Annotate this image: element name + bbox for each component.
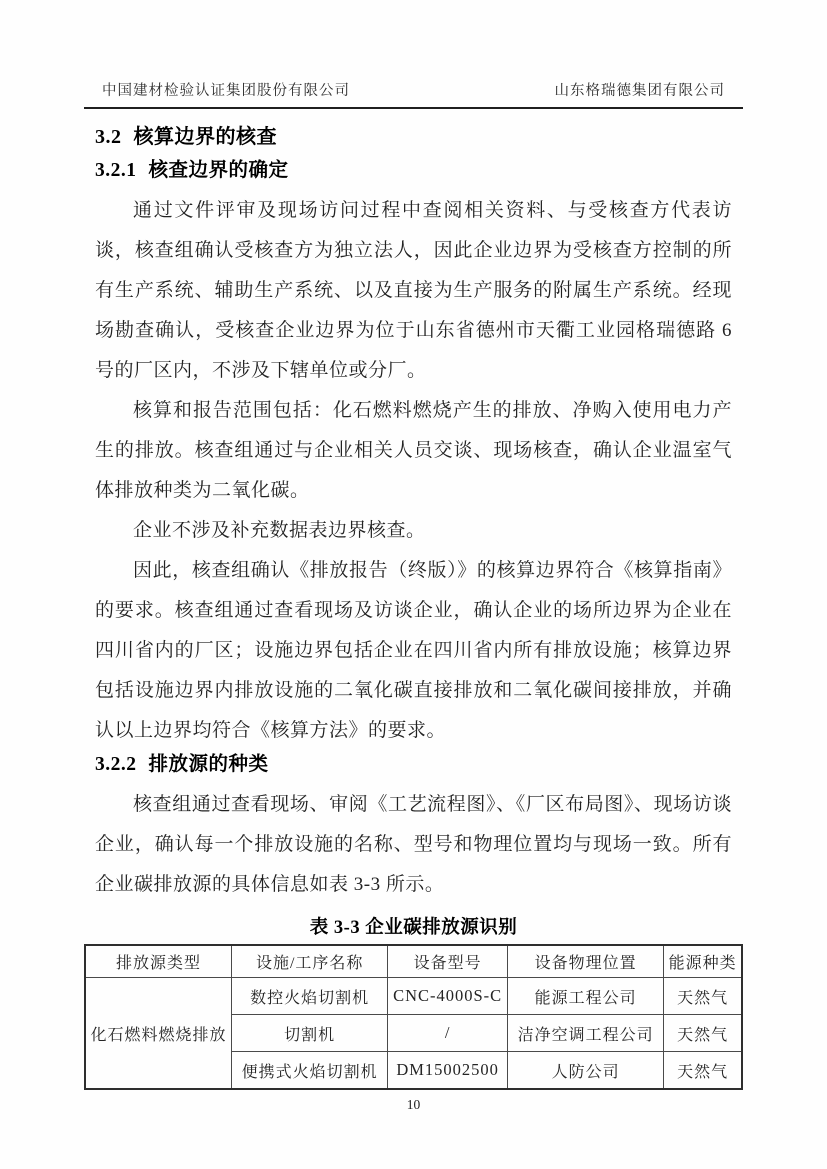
- column-header-source-type: 排放源类型: [85, 945, 232, 978]
- paragraph-boundary-confirmation: 通过文件评审及现场访问过程中查阅相关资料、与受核查方代表访谈，核查组确认受核查方为独立法人，因此企业边界为受核查方控制的所有生产系统、辅助生产系统、以及直接为生产服务的附属生产系统。经现场勘查确认，受核查企业边界为位于山东省德州市天衢工业园格瑞德路 6 号的厂区内，不涉及下辖单位或分厂。: [95, 200, 732, 381]
- cell-location: 洁净空调工程公司: [507, 1015, 663, 1052]
- section-number: 3.2.2: [95, 754, 137, 775]
- paragraph-supplementary-data: 企业不涉及补充数据表边界核查。: [133, 520, 426, 541]
- cell-location: 人防公司: [507, 1052, 663, 1090]
- cell-facility: 便携式火焰切割机: [232, 1052, 388, 1090]
- cell-energy: 天然气: [664, 978, 742, 1015]
- cell-facility: 数控火焰切割机: [232, 978, 388, 1015]
- cell-energy: 天然气: [664, 1052, 742, 1090]
- section-title: 排放源的种类: [148, 754, 269, 775]
- paragraph-emission-sources: 核查组通过查看现场、审阅《工艺流程图》、《厂区布局图》、现场访谈企业，确认每一个排放设施的名称、型号和物理位置均与现场一致。所有企业碳排放源的具体信息如表 3-3 所示。: [95, 794, 732, 895]
- section-title: 核查边界的确定: [148, 160, 289, 181]
- column-header-energy-type: 能源种类: [664, 945, 742, 978]
- cell-facility: 切割机: [232, 1015, 388, 1052]
- header-left-company: 中国建材检验认证集团股份有限公司: [102, 83, 350, 99]
- section-heading-3-2-2: [95, 751, 732, 779]
- column-header-facility-name: 设施/工序名称: [232, 945, 388, 978]
- cell-source-type-group: 化石燃料燃烧排放: [85, 978, 232, 1090]
- column-header-model: 设备型号: [388, 945, 508, 978]
- cell-model: CNC-4000S-C: [388, 978, 508, 1015]
- running-header: [84, 82, 743, 109]
- table-row: [85, 978, 742, 1015]
- paragraph-boundary-conclusion: 因此，核查组确认《排放报告（终版）》的核算边界符合《核算指南》的要求。核查组通过查看现场及访谈企业，确认企业的场所边界为企业在四川省内的厂区；设施边界包括企业在四川省内所有排放设施；核算边界包括设施边界内排放设施的二氧化碳直接排放和二氧化碳间接排放，并确认以上边界均符合《核算方法》的要求。: [95, 560, 732, 741]
- section-heading-3-2-1: [95, 157, 732, 185]
- column-header-location: 设备物理位置: [507, 945, 663, 978]
- table-caption: 表 3-3 企业碳排放源识别: [309, 918, 518, 938]
- table-header-row: [85, 945, 742, 978]
- section-title: 核算边界的核查: [133, 126, 277, 148]
- cell-energy: 天然气: [664, 1015, 742, 1052]
- cell-location: 能源工程公司: [507, 978, 663, 1015]
- section-heading-3-2: [95, 123, 732, 151]
- emission-source-table: [84, 944, 743, 1090]
- section-number: 3.2.1: [95, 160, 137, 181]
- page-number: 10: [406, 1097, 421, 1112]
- cell-model: DM15002500: [388, 1052, 508, 1090]
- header-right-company: 山东格瑞德集团有限公司: [554, 83, 725, 99]
- paragraph-accounting-scope: 核算和报告范围包括：化石燃料燃烧产生的排放、净购入使用电力产生的排放。核查组通过与企业相关人员交谈、现场核查，确认企业温室气体排放种类为二氧化碳。: [95, 400, 732, 501]
- section-number: 3.2: [95, 126, 122, 148]
- cell-model: /: [388, 1015, 508, 1052]
